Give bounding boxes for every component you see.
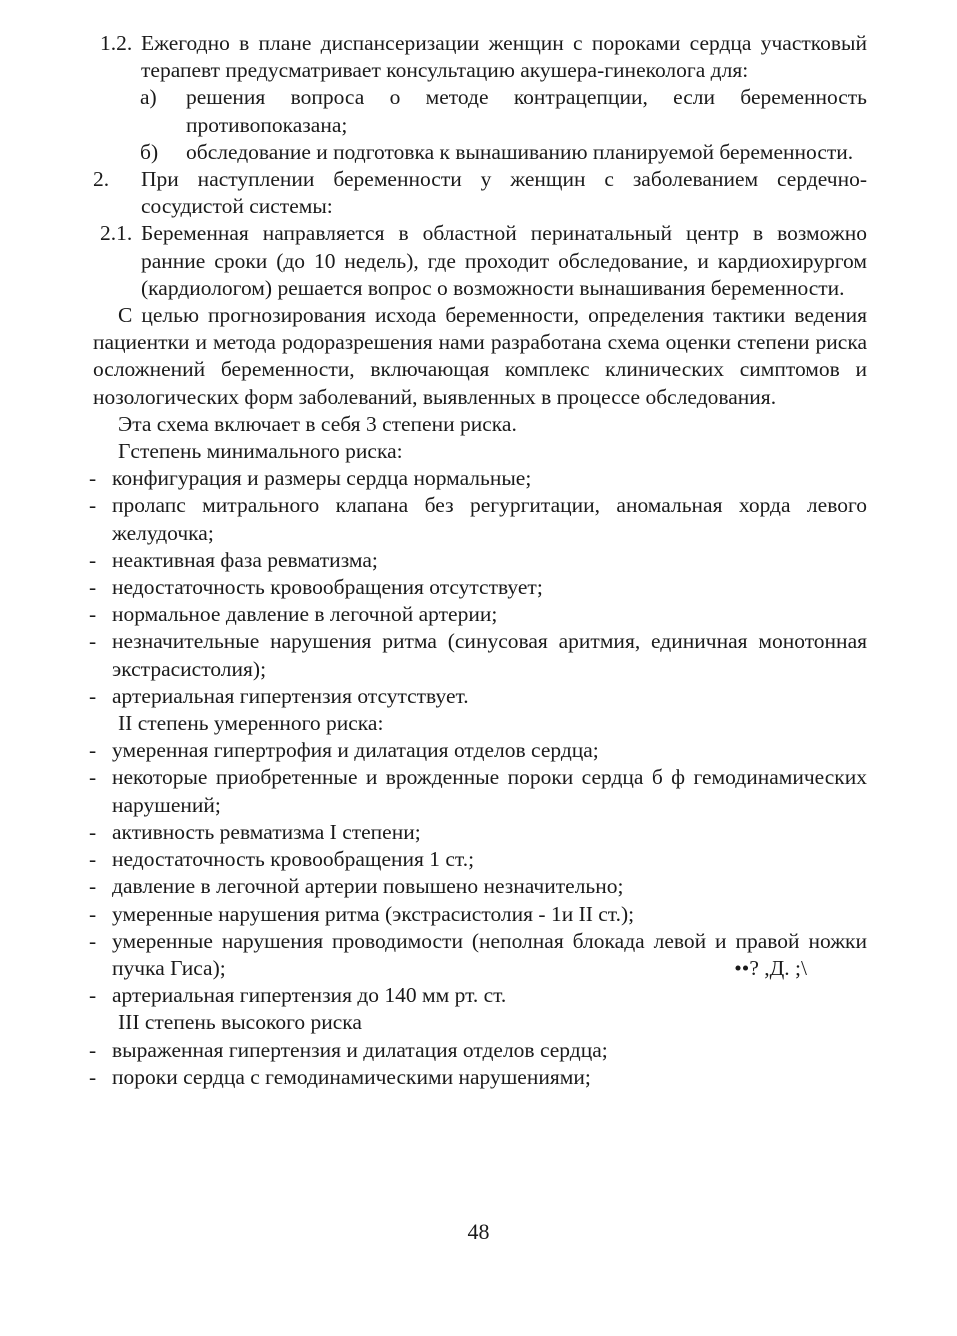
paragraph-text: Гстепень минимального риска: [118, 439, 403, 464]
list-bullet: - [89, 819, 97, 844]
paragraph-text: конфигурация и размеры сердца нормальные; [112, 466, 532, 491]
item-number: 1.2. [100, 31, 133, 55]
numbered-item [0, 139, 957, 166]
paragraph-text: неактивная фаза ревматизма; [112, 547, 378, 572]
paragraph-text: некоторые приобретенные и врожденные пороки сердца б ф гемодинамических нарушений; [112, 765, 867, 817]
paragraph-text: II степень умеренного риска: [118, 711, 384, 736]
list-item [0, 492, 957, 546]
paragraph-text: недостаточность кровообращения отсутствует; [112, 575, 543, 600]
list-item [0, 846, 957, 873]
paragraph-text: незначительные нарушения ритма (синусовая аритмия, единичная монотонная экстрасистолия); [112, 629, 867, 681]
numbered-item [0, 166, 957, 220]
paragraph-text: С целью прогнозирования исхода беременности, определения тактики ведения пациентки и метода родоразрешения нами разработана схема оценки степени риска осложнений беременности, включающая комплекс клинических симптомов и нозологических форм заболеваний, выявленных в процессе обследования. [93, 303, 867, 409]
paragraph-text: обследование и подготовка к вынашиванию планируемой беременности. [186, 139, 854, 164]
item-number: 2.1. [100, 221, 133, 246]
list-bullet: - [89, 1064, 97, 1089]
list-bullet: - [89, 983, 97, 1008]
list-item [0, 1037, 957, 1064]
list-bullet: - [89, 765, 97, 790]
list-bullet: - [89, 493, 97, 518]
paragraph [0, 1009, 957, 1036]
stray-marks: ••? ,Д. ;\ [734, 955, 807, 980]
paragraph-text: давление в легочной артерии повышено незначительно; [112, 874, 624, 899]
list-item [0, 547, 957, 574]
list-item [0, 928, 957, 982]
list-item [0, 465, 957, 492]
paragraph-text: выраженная гипертензия и дилатация отделов сердца; [112, 1037, 608, 1062]
paragraph-text: артериальная гипертензия до 140 мм рт. ст. [112, 983, 507, 1008]
item-number: б) [140, 139, 159, 164]
list-item [0, 683, 957, 710]
paragraph-text: III степень высокого риска [118, 1010, 362, 1035]
document-page [0, 30, 957, 1091]
paragraph-text: умеренная гипертрофия и дилатация отделов сердца; [112, 738, 599, 763]
list-bullet: - [89, 901, 97, 926]
paragraph-text: активность ревматизма I степени; [112, 819, 421, 844]
paragraph-text: нормальное давление в легочной артерии; [112, 602, 498, 627]
paragraph-text: решения вопроса о методе контрацепции, если беременность противопоказана; [186, 85, 867, 137]
list-item [0, 737, 957, 764]
list-bullet: - [89, 602, 97, 627]
numbered-item [0, 84, 957, 138]
paragraph-text: Ежегодно в плане диспансеризации женщин с пороками сердца участковый терапевт предусматривает консультацию акушера-гинеколога для: [141, 31, 867, 83]
list-item [0, 764, 957, 818]
list-item [0, 574, 957, 601]
list-item [0, 628, 957, 682]
paragraph-text: Беременная направляется в областной перинатальный центр в возможно ранние сроки (до 10 недель), где проходит обследование, и кардиохирургом (кардиологом) решается вопрос о возможности вынашивания беременности. [141, 221, 867, 300]
paragraph-text: Эта схема включает в себя 3 степени риска. [118, 411, 517, 436]
list-bullet: - [89, 847, 97, 872]
list-bullet: - [89, 1037, 97, 1062]
paragraph-text: умеренные нарушения проводимости (неполная блокада левой и правой ножки пучка Гиса); [112, 928, 867, 980]
list-bullet: - [89, 738, 97, 763]
paragraph-text: артериальная гипертензия отсутствует. [112, 683, 469, 708]
list-item [0, 819, 957, 846]
item-number: 2. [93, 167, 110, 192]
paragraph-text: пролапс митрального клапана без регургитации, аномальная хорда левого желудочка; [112, 493, 867, 545]
paragraph-text: умеренные нарушения ритма (экстрасистолия - 1и II ст.); [112, 901, 635, 926]
paragraph [0, 302, 957, 411]
paragraph-text: При наступлении беременности у женщин с заболеванием сердечно-сосудистой системы: [141, 167, 867, 219]
list-bullet: - [89, 575, 97, 600]
list-bullet: - [89, 629, 97, 654]
paragraph-text: пороки сердца с гемодинамическими нарушениями; [112, 1064, 591, 1089]
numbered-item [0, 30, 957, 84]
numbered-item [0, 220, 957, 302]
list-bullet: - [89, 928, 97, 953]
list-bullet: - [89, 466, 97, 491]
list-item [0, 873, 957, 900]
list-bullet: - [89, 547, 97, 572]
paragraph-text: недостаточность кровообращения 1 ст.; [112, 847, 475, 872]
list-item [0, 982, 957, 1009]
paragraph [0, 710, 957, 737]
item-number: а) [140, 85, 157, 110]
list-item [0, 901, 957, 928]
paragraph [0, 438, 957, 465]
paragraph [0, 411, 957, 438]
list-bullet: - [89, 683, 97, 708]
page-number: 48 [467, 1219, 490, 1244]
list-item [0, 1064, 957, 1091]
list-item [0, 601, 957, 628]
list-bullet: - [89, 874, 97, 899]
